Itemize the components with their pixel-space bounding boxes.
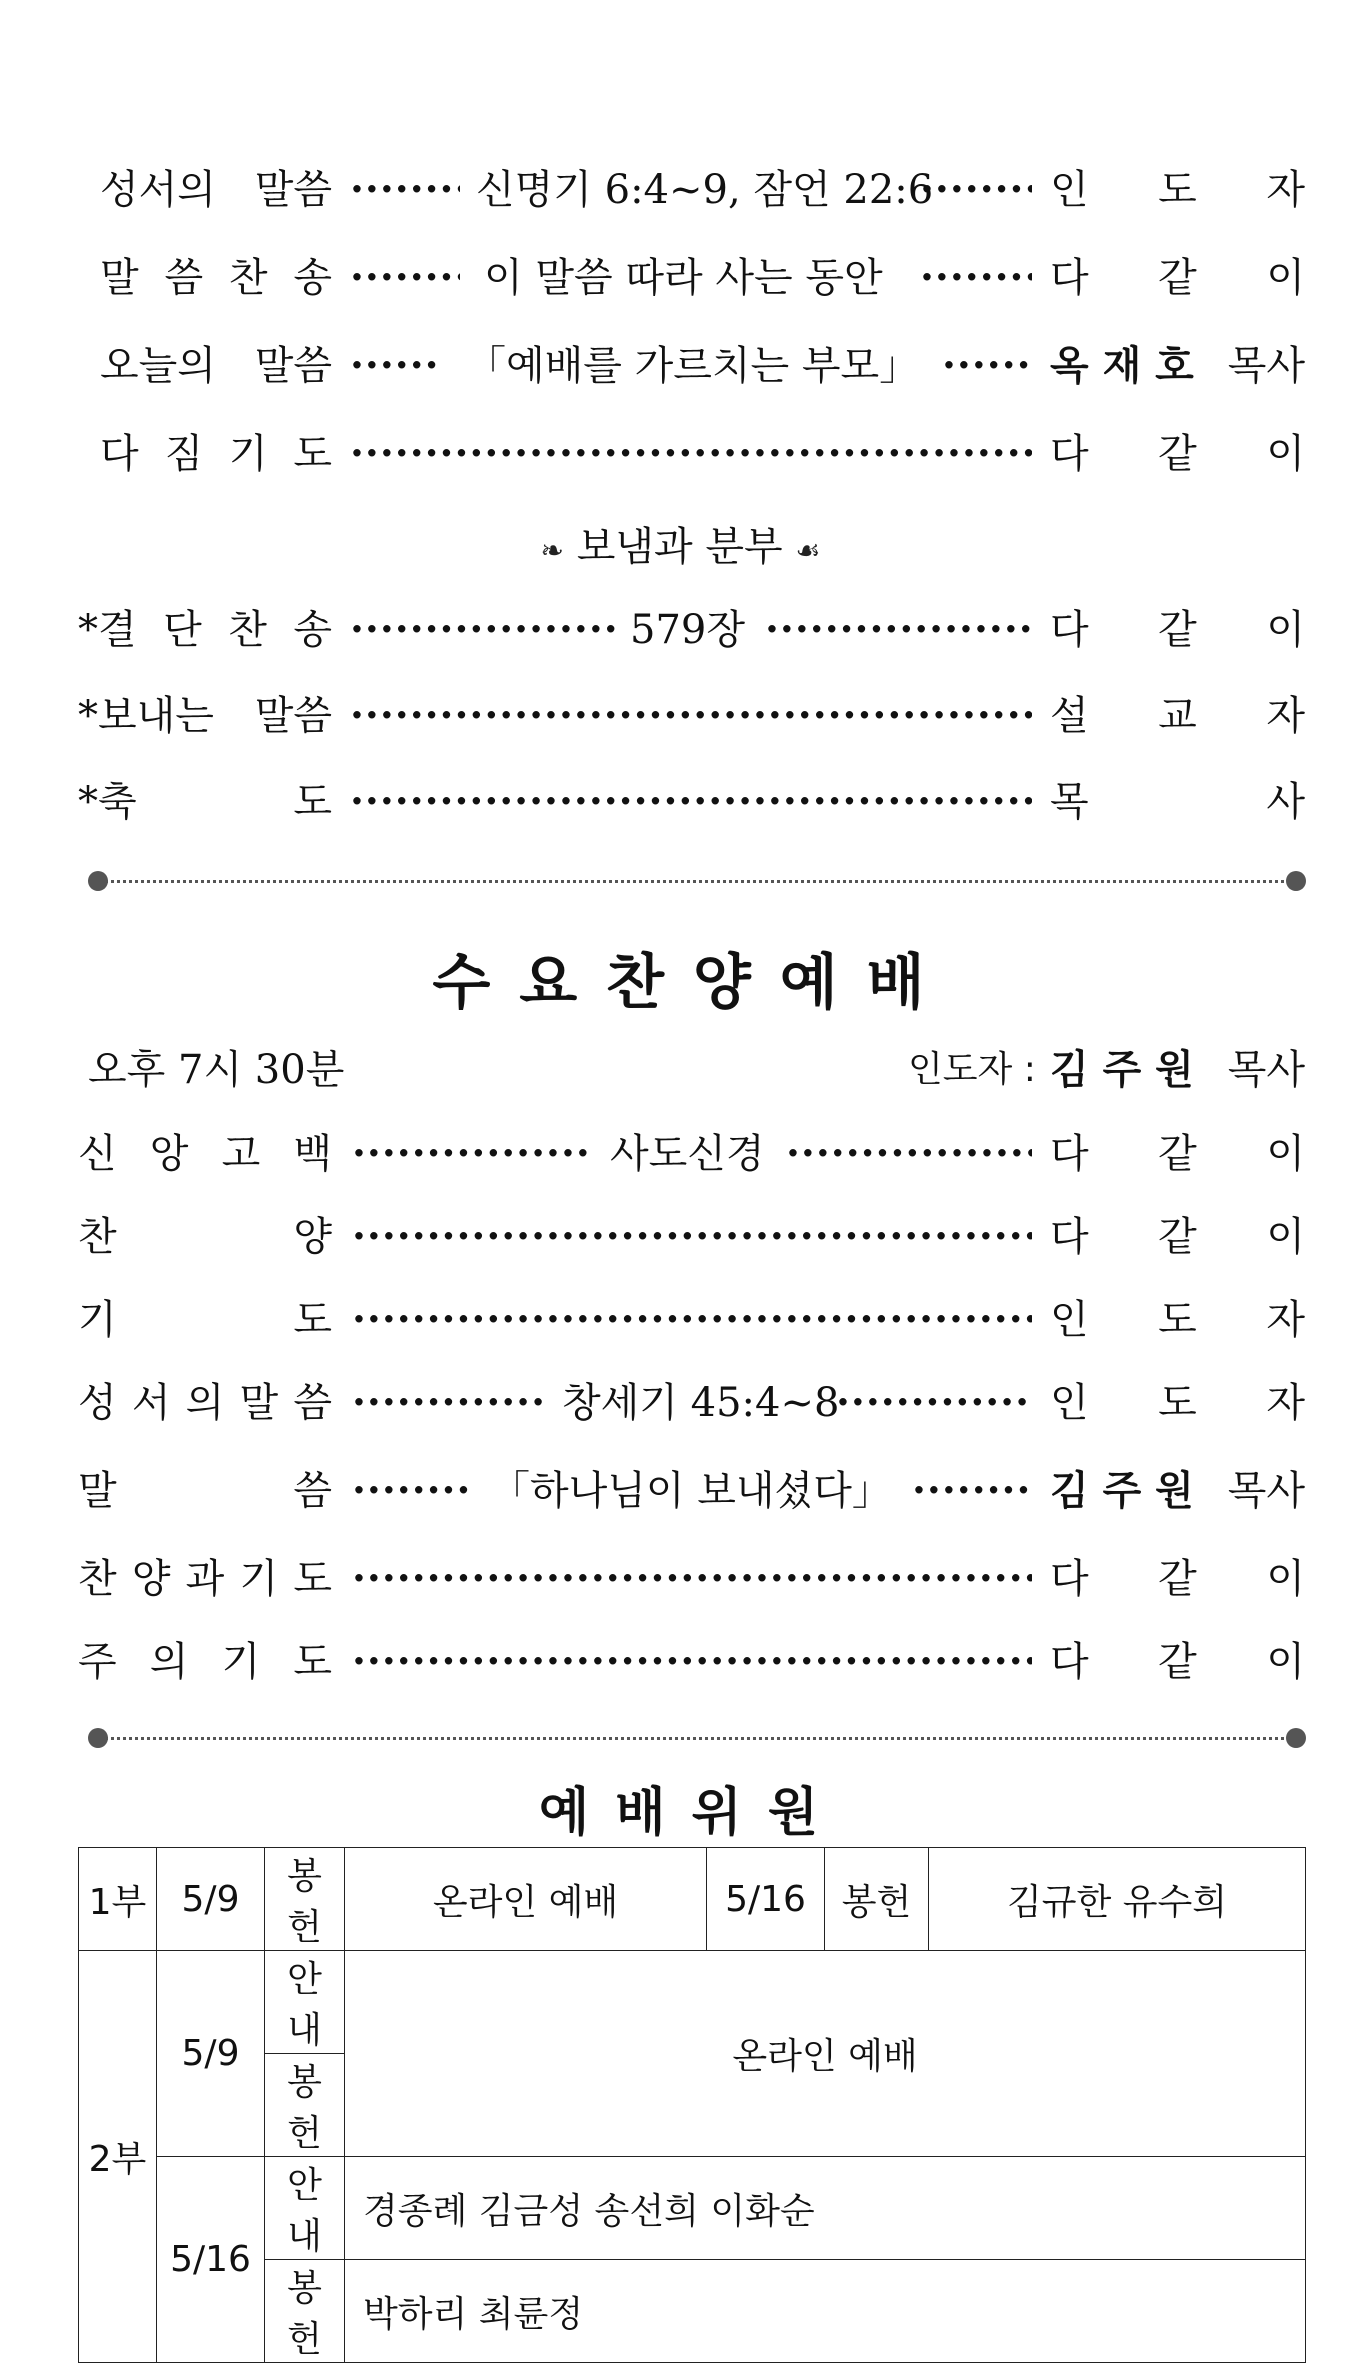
order-row [0, 686, 1361, 746]
preacher-title: 목사 [1227, 1468, 1305, 1514]
sending-subtitle: ❧ 보냄과 분부 ☙ [540, 524, 821, 570]
order-label: 성서의 말씀 [100, 167, 332, 213]
leader-dots [352, 1290, 1032, 1350]
leader-dots [350, 772, 1032, 832]
value-cell: 온라인 예배 [345, 1848, 707, 1951]
order-row [0, 1549, 1361, 1609]
order-role: 다 같 이 [1050, 255, 1305, 301]
order-role [1050, 336, 1305, 396]
order-role: 인 도 자 [1050, 1380, 1305, 1426]
leader-dots [786, 1124, 1032, 1184]
order-row [0, 160, 1361, 220]
order-role: 다 같 이 [1050, 607, 1305, 653]
duty-cell: 봉헌 [825, 1848, 929, 1951]
order-row [0, 1207, 1361, 1267]
section-divider [88, 1728, 1306, 1748]
leader-title: 목사 [1227, 1047, 1305, 1093]
part-cell: 1부 [79, 1848, 157, 1951]
wednesday-title: 수 요 찬 양 예 배 [432, 948, 929, 1018]
date-cell: 5/9 [157, 1951, 265, 2157]
duty-cell: 안내 [265, 1951, 345, 2054]
table-row [79, 1848, 1306, 1951]
order-row [0, 248, 1361, 308]
order-role: 다 같 이 [1050, 431, 1305, 477]
value-cell: 온라인 예배 [345, 1951, 1306, 2157]
order-role: 다 같 이 [1050, 1556, 1305, 1602]
hymn-number: 579장 [630, 607, 745, 653]
sermon-title: 「하나님이 보내셨다」 [490, 1468, 892, 1514]
leader-dots [350, 336, 442, 396]
order-role: 인 도 자 [1050, 1297, 1305, 1343]
order-label: 찬 양 [78, 1214, 332, 1260]
order-label: 기 도 [78, 1297, 332, 1343]
committee-table [78, 1847, 1306, 2363]
order-label: 신 앙 고 백 [78, 1131, 332, 1177]
order-row [0, 1290, 1361, 1350]
order-label: *결 단 찬 송 [78, 607, 332, 653]
sermon-title: 「예배를 가르치는 부모」 [466, 343, 920, 389]
leader-dots [942, 336, 1032, 396]
order-label: *보내는 말씀 [78, 693, 332, 739]
order-row [0, 1461, 1361, 1521]
order-row [0, 336, 1361, 396]
order-role: 다 같 이 [1050, 1639, 1305, 1685]
leader-dots [352, 1124, 590, 1184]
preacher-name: 옥 재 호 [1050, 343, 1194, 389]
value-cell: 박하리 최륜정 [345, 2260, 1306, 2363]
order-row [0, 1124, 1361, 1184]
part-cell: 2부 [79, 1951, 157, 2363]
order-label: 다 짐 기 도 [100, 431, 332, 477]
date-cell: 5/16 [157, 2157, 265, 2363]
leader-dots [350, 686, 1032, 746]
value-cell: 김규한 유수희 [929, 1848, 1306, 1951]
order-content: 신명기 6:4~9, 잠언 22:6 [476, 167, 934, 213]
order-label: 말 씀 찬 송 [100, 255, 332, 301]
date-cell: 5/9 [157, 1848, 265, 1951]
leader-dots [352, 1549, 1032, 1609]
service-time: 오후 7시 30분 [88, 1047, 345, 1093]
committee-title: 예 배 위 원 [538, 1783, 823, 1843]
order-label: 성 서 의 말 씀 [78, 1380, 332, 1426]
order-role: 다 같 이 [1050, 1131, 1305, 1177]
leader-dots [352, 1207, 1032, 1267]
duty-cell: 봉헌 [265, 2260, 345, 2363]
leader-dots [350, 160, 460, 220]
leader-dots [920, 160, 1032, 220]
leader-dots [350, 248, 460, 308]
leader-dots [912, 1461, 1032, 1521]
order-label: 주 의 기 도 [78, 1639, 332, 1685]
order-role: 인 도 자 [1050, 167, 1305, 213]
leader-dots [920, 248, 1032, 308]
order-row [0, 424, 1361, 484]
order-row [0, 1373, 1361, 1433]
leader-dots [350, 600, 615, 660]
order-row [0, 772, 1361, 832]
order-row [0, 1632, 1361, 1692]
order-role: 설 교 자 [1050, 693, 1305, 739]
value-cell: 경종례 김금성 송선희 이화순 [345, 2157, 1306, 2260]
order-label: 찬 양 과 기 도 [78, 1556, 332, 1602]
leader-dots [836, 1373, 1032, 1433]
section-divider [88, 871, 1306, 891]
order-content: 이 말씀 따라 사는 동안 [484, 255, 883, 301]
leader-prefix: 인도자 : [908, 1049, 1036, 1090]
order-label: *축 도 [78, 779, 332, 825]
table-row [79, 2157, 1306, 2260]
scripture: 창세기 45:4~8 [562, 1380, 840, 1426]
order-label: 말 씀 [78, 1468, 332, 1514]
duty-cell: 봉헌 [265, 2054, 345, 2157]
preacher-title: 목사 [1227, 343, 1305, 389]
leader [1050, 1040, 1305, 1100]
leader-dots [352, 1632, 1032, 1692]
preacher-name: 김 주 원 [1050, 1468, 1194, 1514]
ornament-right-icon: ☙ [795, 534, 821, 567]
order-row [0, 600, 1361, 660]
leader-name: 김 주 원 [1050, 1047, 1194, 1093]
date-cell: 5/16 [707, 1848, 825, 1951]
table-row [79, 1951, 1306, 2054]
order-content: 사도신경 [610, 1131, 765, 1177]
duty-cell: 안내 [265, 2157, 345, 2260]
duty-cell: 봉헌 [265, 1848, 345, 1951]
ornament-left-icon: ❧ [540, 534, 564, 567]
leader-dots [352, 1373, 544, 1433]
time-leader-row [0, 1040, 1361, 1100]
leader-dots [352, 1461, 468, 1521]
order-role [1050, 1461, 1305, 1521]
order-role: 목 사 [1050, 779, 1305, 825]
order-label: 오늘의 말씀 [100, 343, 332, 389]
leader-dots [765, 600, 1032, 660]
order-role: 다 같 이 [1050, 1214, 1305, 1260]
leader-dots [350, 424, 1032, 484]
